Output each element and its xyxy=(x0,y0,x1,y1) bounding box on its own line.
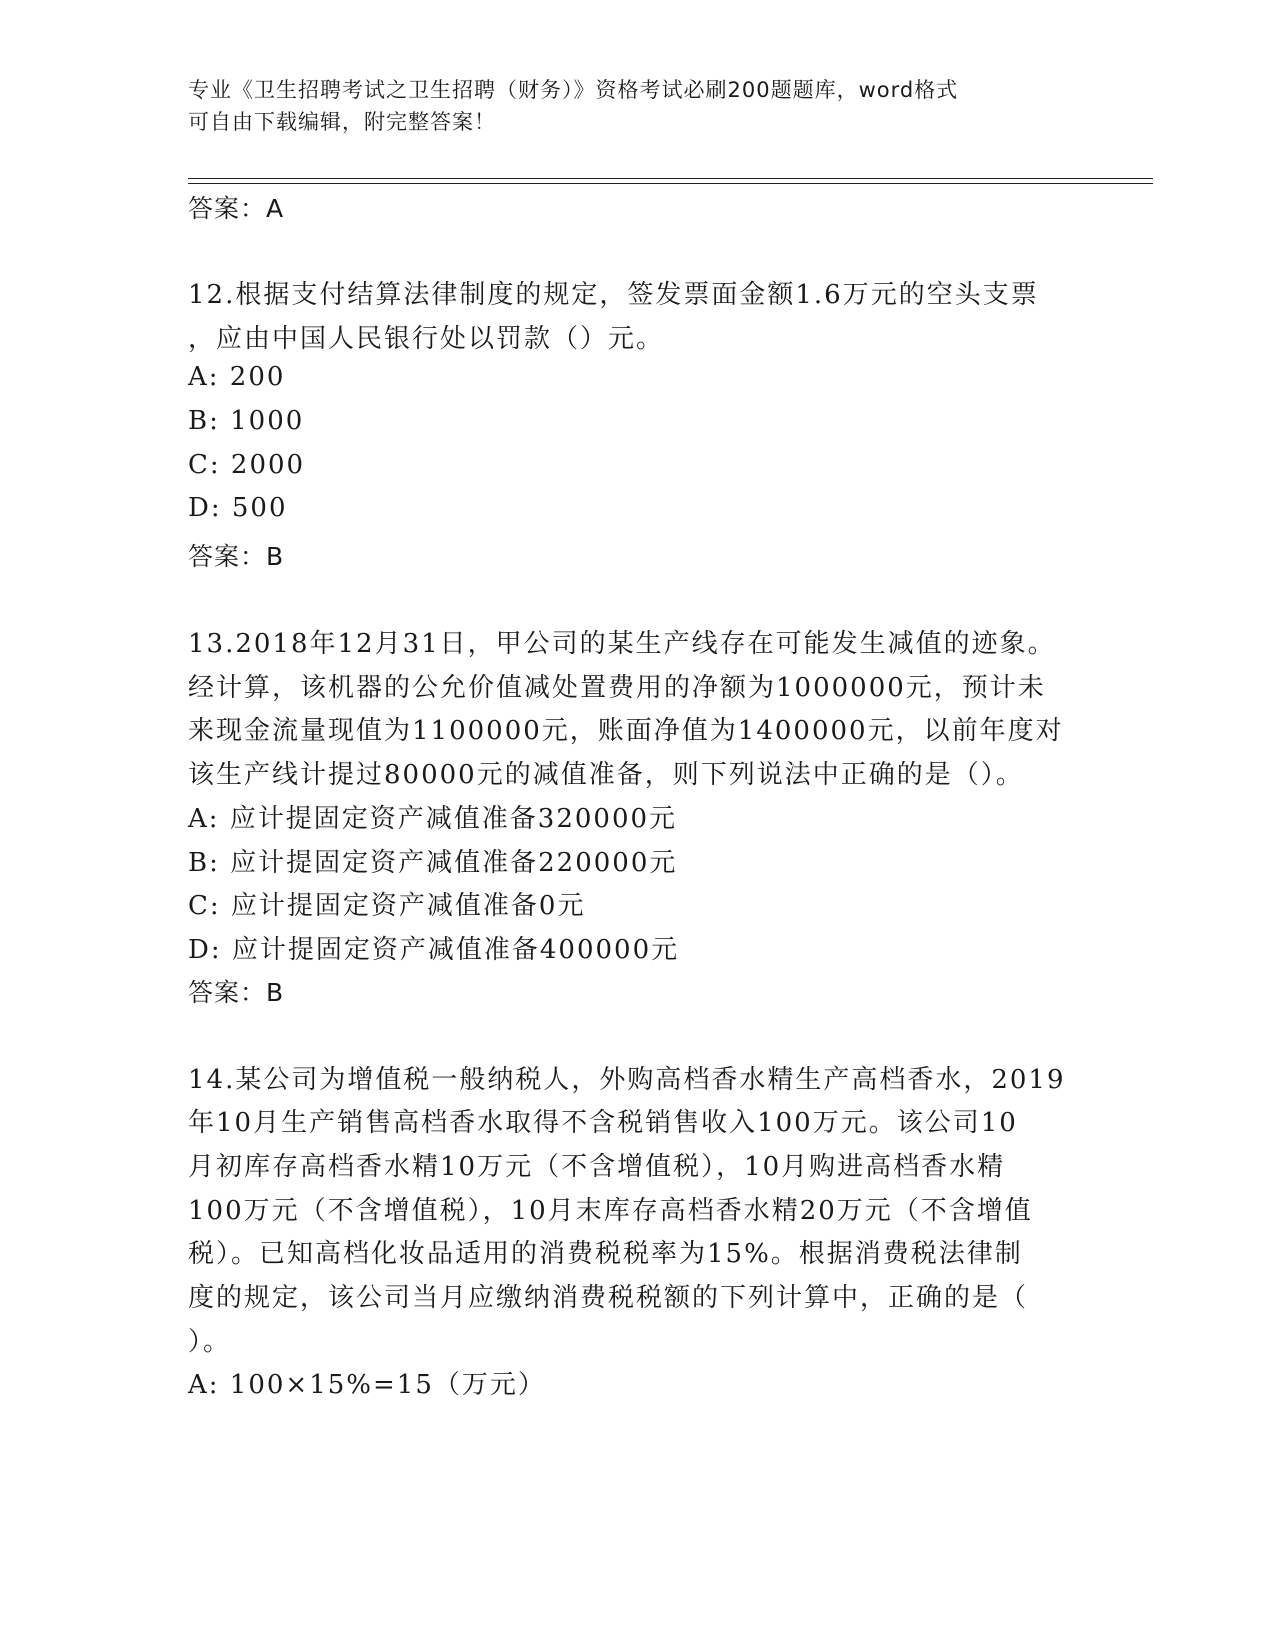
question-14-line: 14.某公司为增值税一般纳税人，外购高档香水精生产高档香水，2019 xyxy=(188,1065,1066,1095)
header-divider-double xyxy=(188,183,1153,184)
header-divider xyxy=(188,178,1153,179)
question-14-line: 月初库存高档香水精10万元（不含增值税），10月购进高档香水精 xyxy=(188,1152,1006,1182)
question-12-line: 12.根据支付结算法律制度的规定，签发票面金额1.6万元的空头支票 xyxy=(188,280,1039,310)
option-b: B: 应计提固定资产减值准备220000元 xyxy=(188,848,678,878)
header-line-2: 可自由下载编辑，附完整答案！ xyxy=(188,110,496,134)
answer-q12: 答案：B xyxy=(188,542,285,571)
option-c: C: 应计提固定资产减值准备0元 xyxy=(188,891,586,921)
option-d: D: 500 xyxy=(188,493,288,523)
document-header xyxy=(188,74,1088,138)
option-a: A: 应计提固定资产减值准备320000元 xyxy=(188,804,678,834)
header-line-1: 专业《卫生招聘考试之卫生招聘（财务）》资格考试必刷200题题库，word格式 xyxy=(188,78,959,102)
answer-q13: 答案：B xyxy=(188,978,285,1007)
option-a: A: 200 xyxy=(188,362,286,392)
option-a: A: 100×15%=15（万元） xyxy=(188,1370,546,1400)
question-14-line: 度的规定，该公司当月应缴纳消费税税额的下列计算中，正确的是（ xyxy=(188,1283,1029,1313)
option-b: B: 1000 xyxy=(188,406,305,436)
option-c: C: 2000 xyxy=(188,450,306,480)
question-14-line: 税）。已知高档化妆品适用的消费税税率为15%。根据消费税法律制 xyxy=(188,1239,1023,1269)
question-13-line: 该生产线计提过80000元的减值准备，则下列说法中正确的是（）。 xyxy=(188,760,1024,790)
question-13-line: 经计算，该机器的公允价值减处置费用的净额为1000000元，预计未 xyxy=(188,673,1046,703)
question-14-line: 年10月生产销售高档香水取得不含税销售收入100万元。该公司10 xyxy=(188,1108,1018,1138)
question-13-line: 13.2018年12月31日，甲公司的某生产线存在可能发生减值的迹象。 xyxy=(188,629,1056,659)
answer-q11: 答案：A xyxy=(188,194,285,223)
question-14-line: 100万元（不含增值税），10月末库存高档香水精20万元（不含增值 xyxy=(188,1196,1033,1226)
question-14-line: ）。 xyxy=(188,1327,232,1357)
option-d: D: 应计提固定资产减值准备400000元 xyxy=(188,935,680,965)
question-13-line: 来现金流量现值为1100000元，账面净值为1400000元，以前年度对 xyxy=(188,716,1064,746)
question-12-line: ，应由中国人民银行处以罚款（）元。 xyxy=(188,324,665,354)
